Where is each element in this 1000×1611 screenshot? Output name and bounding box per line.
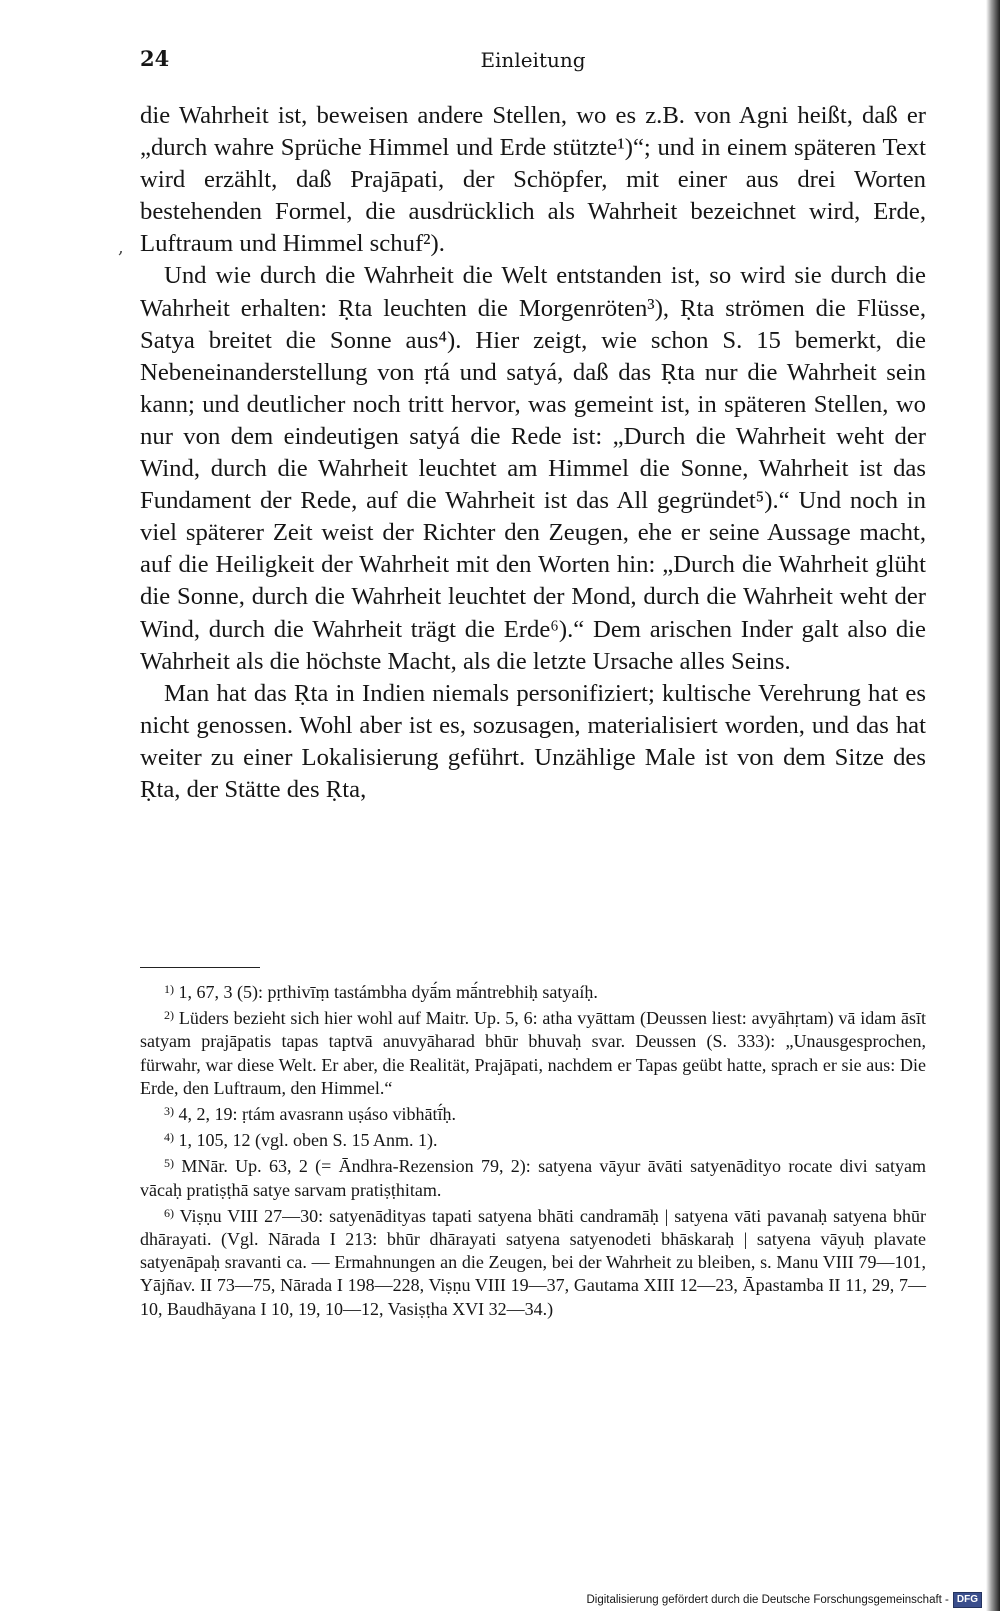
footnote [140, 1004, 926, 1100]
footnote-text: 1, 67, 3 (5): pṛthivīṃ tastámbha dyā́m mā́ntrebhiḥ satyaíḥ. [178, 982, 598, 1002]
credit-text: Digitalisierung gefördert durch die Deutsche Forschungsgemeinschaft - [586, 1594, 949, 1606]
running-title: Einleitung [480, 48, 586, 72]
page-header [140, 46, 926, 76]
footnotes [140, 978, 926, 1321]
footnote [140, 978, 926, 1004]
footnote [140, 1126, 926, 1152]
footnote-text: Viṣṇu VIII 27—30: satyenādityas tapati satyena bhāti candramāḥ | satyena vāti pavanaḥ satyena bhūr dhārayati. (Vgl. Nārada I 213: bhūr dhārayati satyena satyenodeti bhāskaraḥ | satyena vāyuḥ plavate satyenāpaḥ sravanti ca. — Ermahnungen an die Zeugen, bei der Wahrheit zu bleiben, s. Manu VIII 79—101, Yājñav. II 73—75, Nārada I 198—228, Viṣṇu VIII 19—37, Gautama XIII 12—23, Āpastamba II 11, 29, 7—10, Baudhāyana I 10, 19, 10—12, Vasiṣṭha XVI 32—34.) [140, 1205, 926, 1319]
footnote-text: 4, 2, 19: ṛtám avasrann uṣáso vibhātī́ḥ. [178, 1104, 456, 1125]
footnote [140, 1202, 926, 1321]
digitization-credit [582, 1589, 986, 1611]
dfg-logo-icon: DFG [953, 1592, 982, 1608]
footnote [140, 1100, 926, 1126]
footnote-text: 1, 105, 12 (vgl. oben S. 15 Anm. 1). [178, 1130, 438, 1151]
footnote-text: Lüders bezieht sich hier wohl auf Maitr. Up. 5, 6: atha vyāttam (Deussen liest: avyāhṛtam) vā idam āsīt satyam prajāpatis tapas taptvā anuvyāharad bhūr bhuvaḥ svar. Deussen (S. 333): „Unausgesprochen, fürwahr, war diese Welt. Er aber, die Realität, Prajāpati, nachdem er Tapas geübt hatte, sprach er sie aus: Die Erde, den Luftraum, den Himmel.“ [140, 1008, 927, 1098]
footnote-mark: 5) [164, 1156, 174, 1171]
footnote-rule [140, 967, 260, 968]
footnote-text: MNār. Up. 63, 2 (= Āndhra-Rezension 79, 2): satyena vāyur āvāti satyenādityo rocate divi satyam vācaḥ pratiṣṭhā satye sarvam pratiṣṭhitam. [140, 1156, 927, 1200]
footnote-mark: 6) [164, 1205, 174, 1220]
paragraph: Und wie durch die Wahrheit die Welt entstanden ist, so wird sie durch die Wahrheit erhalten: Ṛta leuchten die Morgenröten³), Ṛta strömen die Flüsse, Satya breitet die Sonne aus⁴). Hier zeigt, wie schon S. 15 bemerkt, die Nebeneinanderstellung von ṛtá und satyá, daß das Ṛta nur die Wahrheit sein kann; und deutlicher noch tritt hervor, was gemeint ist, in späteren Stellen, wo nur von dem eindeutigen satyá die Rede ist: „Durch die Wahrheit weht der Wind, durch die Wahrheit leuchtet am Himmel die Sonne, Wahrheit ist das Fundament der Rede, auf die Wahrheit ist das All gegründet⁵).“ Und noch in viel späterer Zeit weist der Richter den Zeugen, ehe er seine Aussage macht, auf die Heiligkeit der Wahrheit mit den Worten hin: „Durch die Wahrheit glüht die Sonne, durch die Wahrheit leuchtet der Mond, durch die Wahrheit weht der Wind, durch die Wahrheit trägt die Erde⁶).“ Dem arischen Inder galt also die Wahrheit als die höchste Macht, als die letzte Ursache alles Seins. [140, 262, 926, 675]
book-spine-shadow [986, 0, 1000, 1611]
margin-pen-mark: , [118, 237, 124, 258]
footnote [140, 1152, 926, 1201]
paragraph: Man hat das Ṛta in Indien niemals personifiziert; kultische Verehrung hat es nicht genossen. Wohl aber ist es, sozusagen, materialisiert worden, und das hat weiter zu einer Lokalisierung geführt. Unzählige Male ist von dem Sitze des Ṛta, der Stätte des Ṛta, [140, 679, 926, 803]
paragraph: die Wahrheit ist, beweisen andere Stellen, wo es z.B. von Agni heißt, daß er „durch wahre Sprüche Himmel und Erde stützte¹)“; und in einem späteren Text wird erzählt, daß Prajāpati, der Schöpfer, mit einer aus drei Worten bestehenden Formel, die ausdrücklich als Wahrheit bezeichnet wird, Erde, Luftraum und Himmel schuf²). [140, 102, 926, 258]
footnote-mark: 2) [164, 1008, 174, 1023]
footnote-mark: 3) [164, 1104, 174, 1119]
footnote-mark: 1) [164, 982, 174, 996]
main-text [140, 100, 926, 806]
footnote-mark: 4) [164, 1130, 174, 1145]
page-number: 24 [140, 46, 170, 71]
